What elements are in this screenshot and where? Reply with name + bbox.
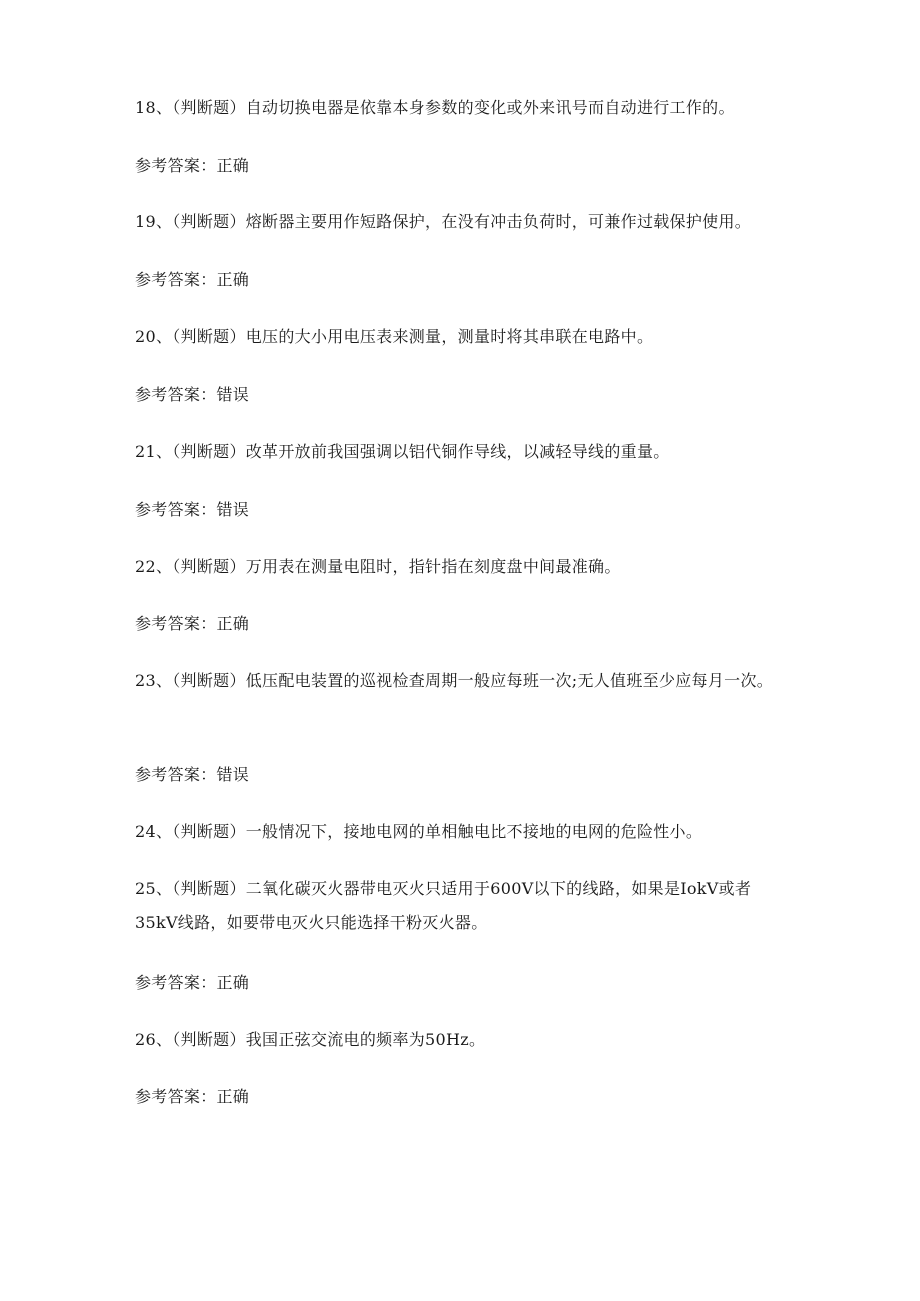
answer-19: 参考答案：正确	[135, 270, 250, 289]
question-22: 22、（判断题）万用表在测量电阻时，指针指在刻度盘中间最准确。	[135, 557, 621, 576]
question-21: 21、（判断题）改革开放前我国强调以铝代铜作导线，以减轻导线的重量。	[135, 442, 670, 461]
question-25: 25、（判断题）二氧化碳灭火器带电灭火只适用于600V以下的线路，如果是IokV或者35kV线路，如要带电灭火只能选择干粉灭火器。	[135, 879, 752, 932]
answer-25: 参考答案：正确	[135, 973, 250, 992]
answer-20: 参考答案：错误	[135, 385, 250, 404]
question-24: 24、（判断题）一般情况下，接地电网的单相触电比不接地的电网的危险性小。	[135, 822, 703, 841]
answer-23: 参考答案：错误	[135, 765, 250, 784]
question-26: 26、（判断题）我国正弦交流电的频率为50Hz。	[135, 1030, 486, 1049]
answer-26: 参考答案：正确	[135, 1087, 250, 1106]
question-18: 18、（判断题）自动切换电器是依靠本身参数的变化或外来讯号而自动进行工作的。	[135, 98, 735, 117]
answer-22: 参考答案：正确	[135, 614, 250, 633]
question-23: 23、（判断题）低压配电装置的巡视检查周期一般应每班一次;无人值班至少应每月一次。	[135, 671, 774, 690]
question-20: 20、（判断题）电压的大小用电压表来测量，测量时将其串联在电路中。	[135, 327, 654, 346]
question-19: 19、（判断题）熔断器主要用作短路保护，在没有冲击负荷时，可兼作过载保护使用。	[135, 212, 752, 231]
answer-18: 参考答案：正确	[135, 156, 250, 175]
answer-21: 参考答案：错误	[135, 500, 250, 519]
